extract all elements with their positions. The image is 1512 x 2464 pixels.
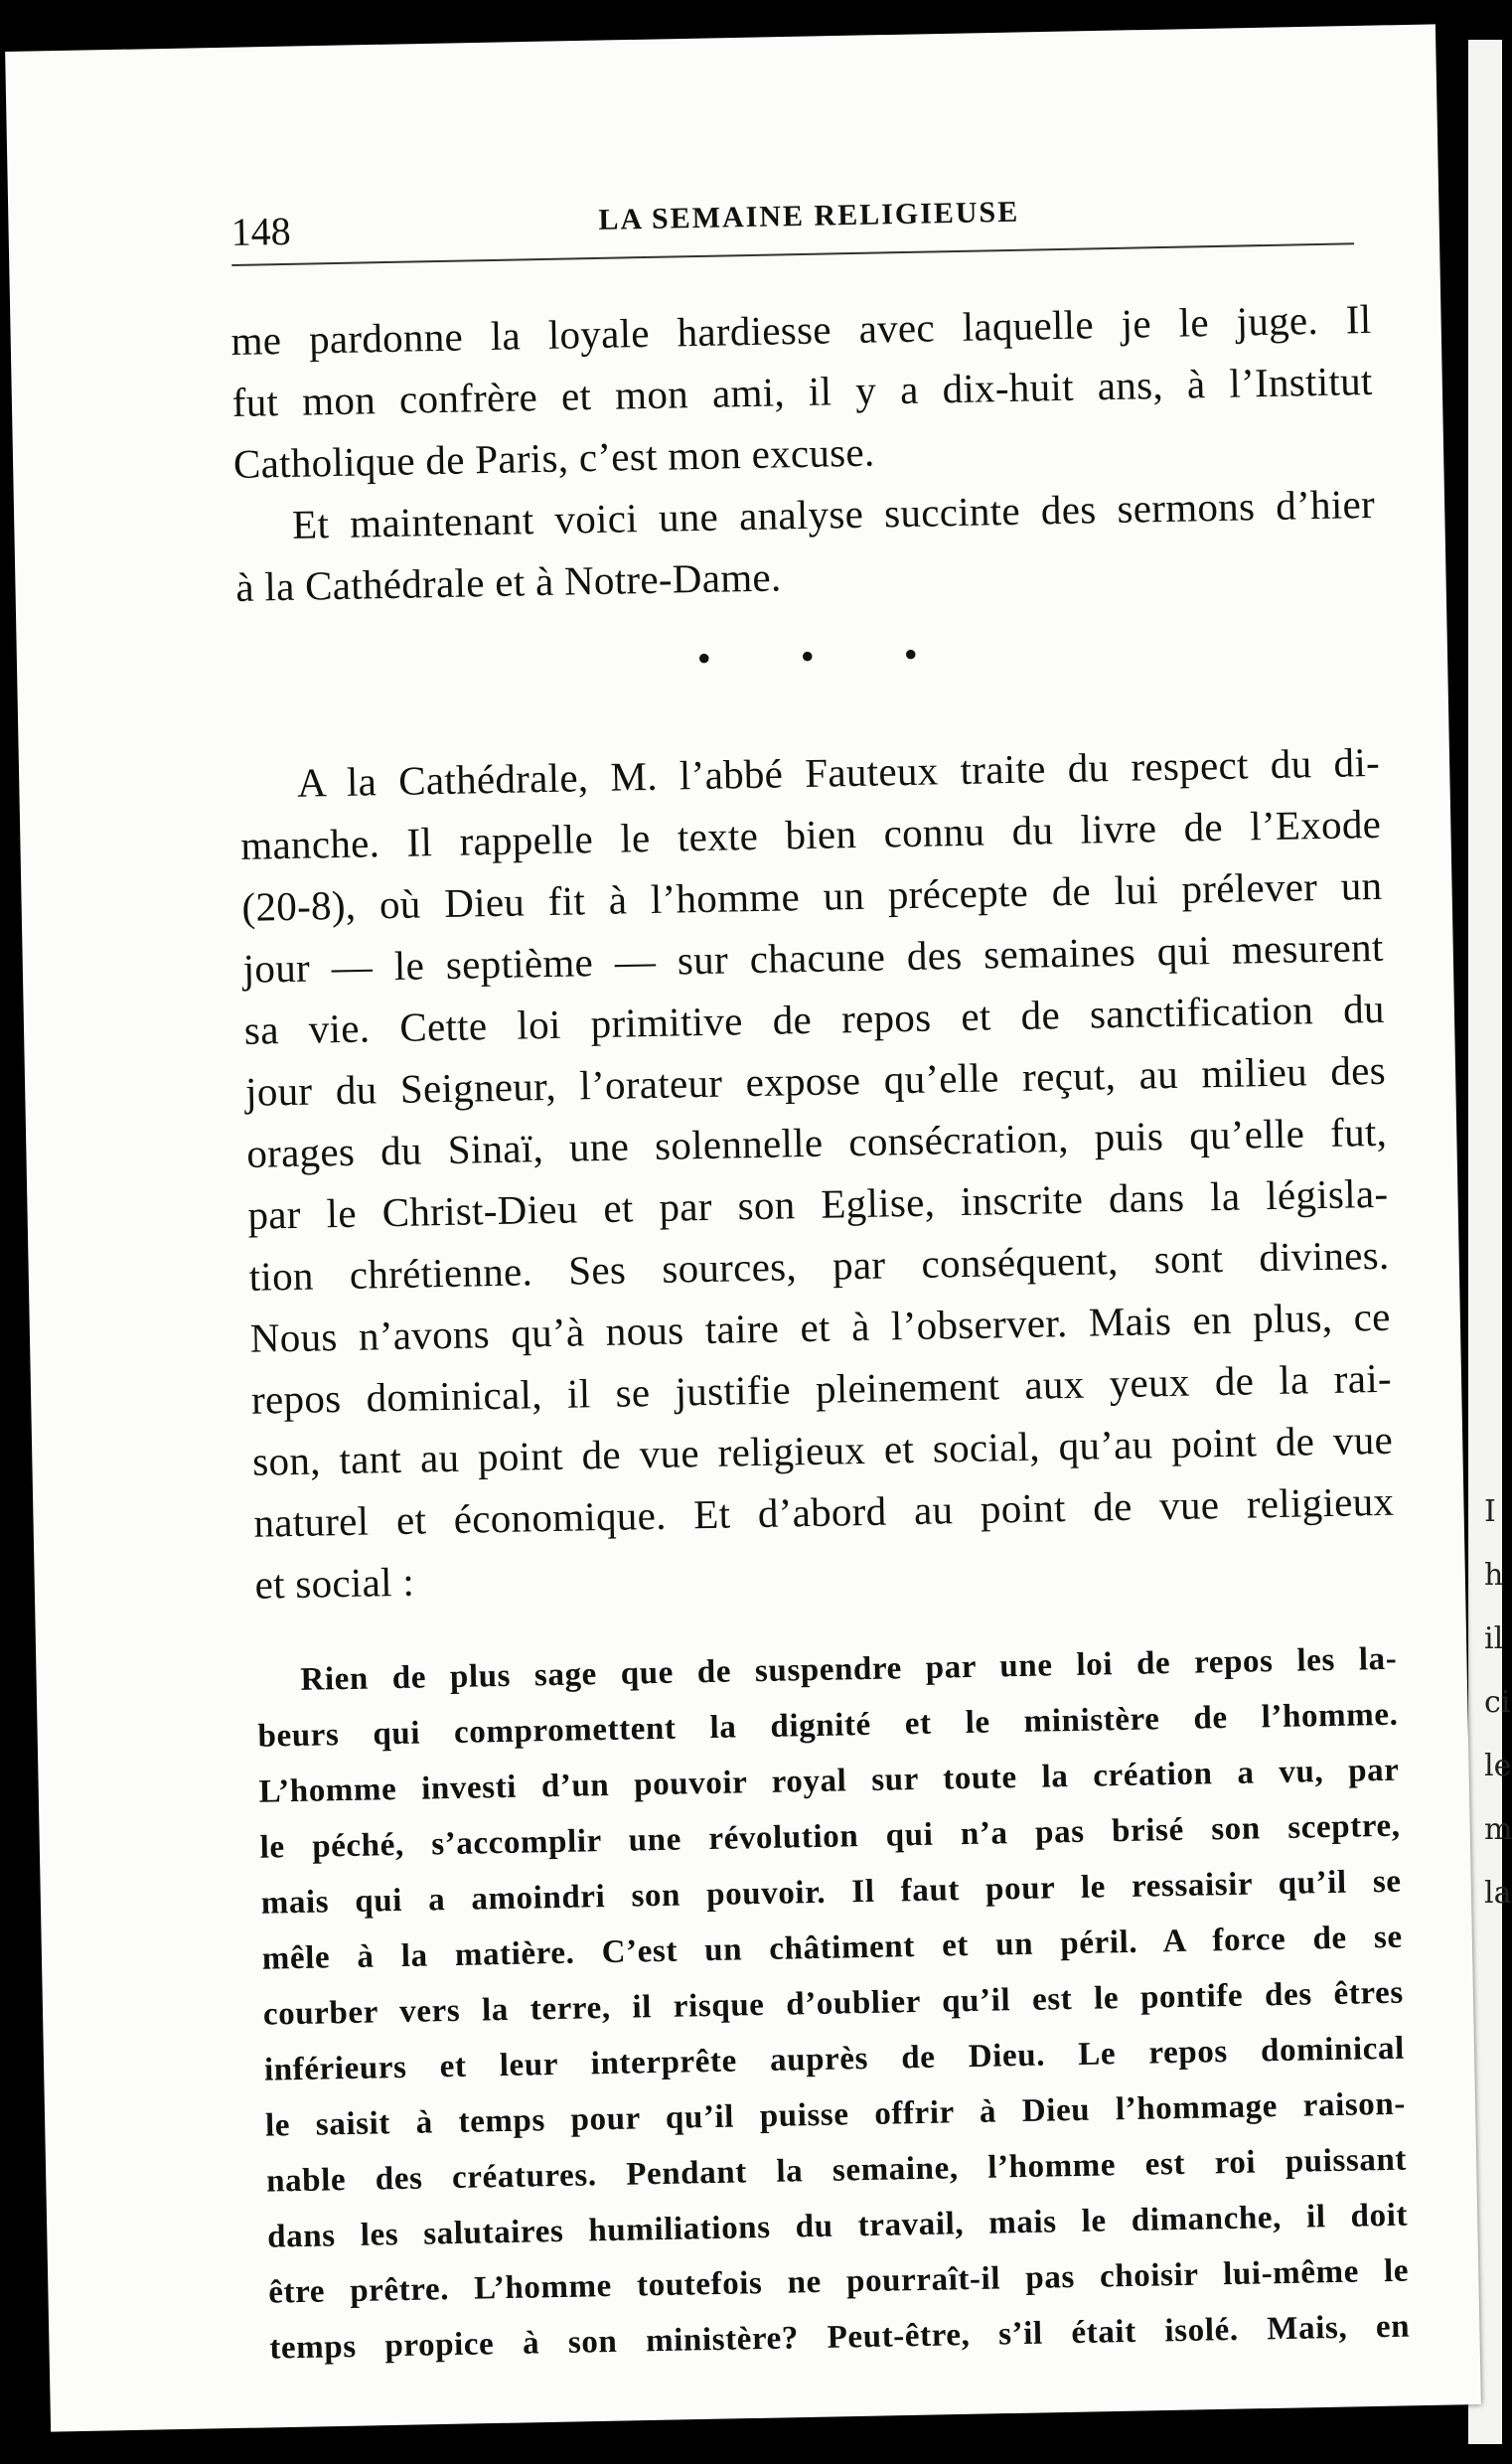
adjacent-page-letter: h — [1484, 1558, 1504, 1593]
adjacent-page-letter: I — [1484, 1494, 1496, 1529]
paragraph-1 — [230, 288, 1374, 495]
text-line: me pardonne la loyale hardiesse avec laquelle je le juge. Il — [230, 295, 1372, 364]
quote-line: mêle à la matière. C’est un châtiment et un péril. A force de se — [261, 1919, 1404, 1977]
adjacent-page-letter: la — [1484, 1876, 1512, 1911]
adjacent-page-letter: m — [1484, 1812, 1512, 1847]
quote-line: nable des créatures. Pendant la semaine, l’homme est roi puissant — [265, 2141, 1408, 2200]
quote-line: dans les salutaires humiliations du travail, mais le dimanche, il doit — [266, 2197, 1409, 2255]
text-line: à la Cathédrale et à Notre-Dame. — [234, 553, 782, 610]
text-line: repos dominical, il se justifie pleinement aux yeux de la rai- — [250, 1354, 1393, 1423]
text-line: Catholique de Paris, c’est mon excuse. — [232, 428, 875, 487]
quote-line: le saisit à temps pour qu’il puisse offrir à Dieu l’hommage raison- — [264, 2085, 1407, 2144]
body-text — [230, 288, 1411, 2377]
adjacent-page-letter: le — [1484, 1749, 1512, 1783]
section-asterism: • • • — [696, 631, 959, 682]
quote-line: courber vers la terre, il risque d’oublier qu’il est le pontife des êtres — [262, 1974, 1405, 2033]
text-line: manche. Il rappelle le texte bien connu du livre de l’Exode — [239, 800, 1382, 868]
quote-line: le péché, s’accomplir une révolution qui n’a pas brisé son sceptre, — [259, 1807, 1401, 1866]
text-line: jour du Seigneur, l’orateur expose qu’elle reçut, au milieu des — [244, 1046, 1387, 1115]
adjacent-page-letter: il — [1484, 1621, 1504, 1656]
page-number: 148 — [230, 208, 292, 254]
text-line: tion chrétienne. Ses sources, par conséquent, sont divines. — [248, 1231, 1390, 1300]
quote-line: beurs qui compromettent la dignité et le ministère de l’homme. — [257, 1696, 1399, 1755]
text-line: A la Cathédrale, M. l’abbé Fauteux traite du respect du di- — [296, 738, 1381, 806]
text-line: Et maintenant voici une analyse succinte des sermons d’hier — [291, 480, 1376, 547]
adjacent-page-letters — [1484, 1480, 1512, 1925]
quote-line: Rien de plus sage que de suspendre par une loi de repos les la- — [300, 1640, 1398, 1698]
text-line: Nous n’avons qu’à nous taire et à l’observer. Mais en plus, ce — [249, 1293, 1392, 1361]
text-line: par le Christ-Dieu et par son Eglise, inscrite dans la législa- — [247, 1169, 1389, 1238]
quote-line: inférieurs et leur interprête auprès de Dieu. Le repos dominical — [263, 2030, 1406, 2088]
text-line: orages du Sinaï, une solennelle consécration, puis qu’elle fut, — [245, 1108, 1388, 1176]
quote-line: L’homme investi d’un pouvoir royal sur toute la création a vu, par — [258, 1752, 1400, 1810]
paragraph-3 — [239, 731, 1396, 1616]
paragraph-2 — [234, 473, 1377, 618]
text-line: sa vie. Cette loi primitive de repos et de sanctification du — [243, 985, 1386, 1053]
quote-line: être prêtre. L’homme toutefois ne pourraît-il pas choisir lui-même le — [267, 2252, 1410, 2311]
quoted-passage — [256, 1631, 1411, 2377]
quote-line: mais qui a amoindri son pouvoir. Il faut pour le ressaisir qu’il se — [260, 1863, 1402, 1922]
running-head: LA SEMAINE RELIGIEUSE — [598, 195, 1020, 236]
text-line: son, tant au point de vue religieux et social, qu’au point de vue — [251, 1416, 1394, 1484]
text-line: fut mon confrère et mon ami, il y a dix-huit ans, à l’Institut — [231, 357, 1374, 425]
quote-line: temps propice à son ministère? Peut-être, s’il était isolé. Mais, en — [269, 2308, 1411, 2367]
text-line: naturel et économique. Et d’abord au point de vue religieux — [252, 1477, 1395, 1546]
adjacent-page-letter: ci — [1484, 1685, 1511, 1720]
text-line: (20-8), où Dieu fit à l’homme un précepte de lui prélever un — [241, 861, 1383, 930]
text-line: et social : — [254, 1558, 415, 1608]
text-line: jour — le septième — sur chacune des semaines qui mesurent — [242, 923, 1384, 992]
